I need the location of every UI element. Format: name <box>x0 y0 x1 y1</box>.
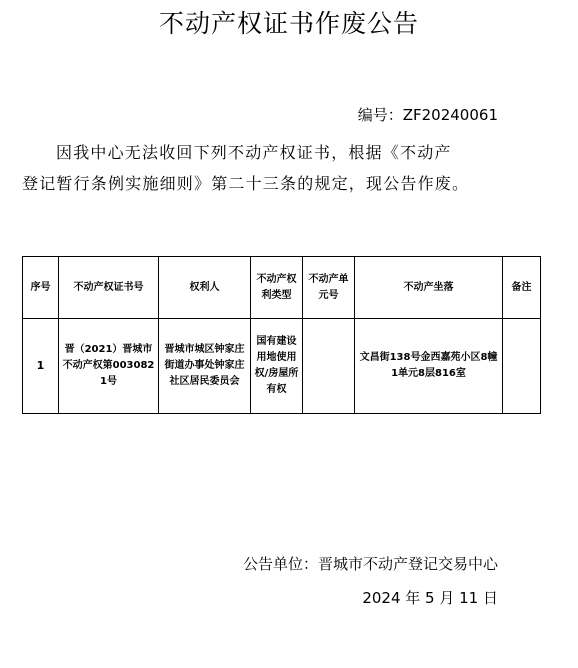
cell-cert-no: 晋（2021）晋城市不动产权第0030821号 <box>59 319 159 414</box>
header-unit-no: 不动产单元号 <box>303 257 355 319</box>
body-line-2: 登记暂行条例实施细则》第二十三条的规定，现公告作废。 <box>22 174 470 193</box>
issue-date: 2024 年 5 月 11 日 <box>362 589 498 607</box>
table-header-row <box>23 257 541 319</box>
certificate-table <box>22 256 541 414</box>
page-title: 不动产权证书作废公告 <box>158 9 419 38</box>
cell-remark <box>503 319 541 414</box>
cell-unit-no <box>303 319 355 414</box>
cell-location: 文昌街138号金西嘉苑小区8幢1单元8层816室 <box>355 319 503 414</box>
document-number: 编号：ZF20240061 <box>357 106 498 124</box>
header-right-type: 不动产权利类型 <box>251 257 303 319</box>
table-row <box>23 319 541 414</box>
announcement-body <box>22 137 502 199</box>
cell-owner: 晋城市城区钟家庄街道办事处钟家庄社区居民委员会 <box>159 319 251 414</box>
header-owner: 权利人 <box>159 257 251 319</box>
header-cert-no: 不动产权证书号 <box>59 257 159 319</box>
issuing-unit: 公告单位：晋城市不动产登记交易中心 <box>242 555 498 573</box>
cell-right-type: 国有建设用地使用权/房屋所有权 <box>251 319 303 414</box>
header-seq: 序号 <box>23 257 59 319</box>
body-line-1: 因我中心无法收回下列不动产权证书，根据《不动产 <box>56 143 452 162</box>
cell-seq: 1 <box>23 319 59 414</box>
header-location: 不动产坐落 <box>355 257 503 319</box>
header-remark: 备注 <box>503 257 541 319</box>
